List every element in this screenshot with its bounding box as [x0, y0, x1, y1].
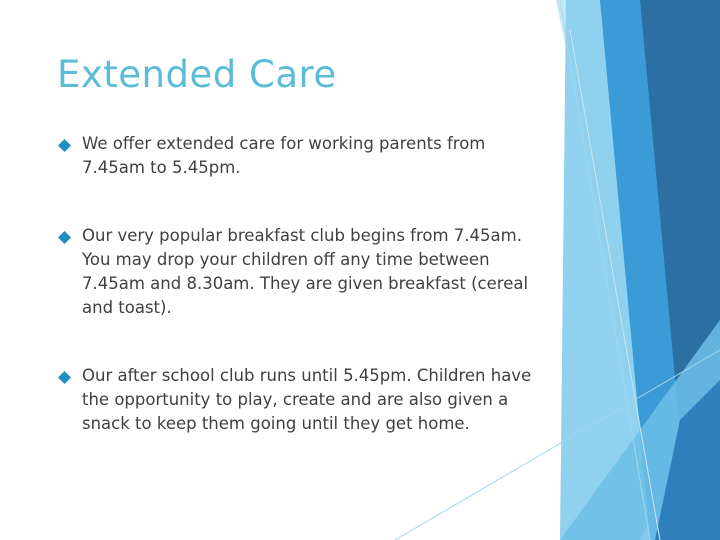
bullet-text: Our after school club runs until 5.45pm. Children have the opportunity to play, create and are also given a snack to keep them going until they get home. [82, 366, 532, 433]
slide-title: Extended Care [57, 53, 337, 96]
bullet-text: Our very popular breakfast club begins from 7.45am. You may drop your children off any time between 7.45am and 8.30am. They are given breakfast (cereal and toast). [82, 226, 529, 317]
diamond-bullet-icon [58, 231, 71, 244]
diamond-bullet-icon [58, 139, 71, 152]
bullet-text: We offer extended care for working parents from 7.45am to 5.45pm. [82, 134, 486, 177]
diamond-bullet-icon [58, 371, 71, 384]
